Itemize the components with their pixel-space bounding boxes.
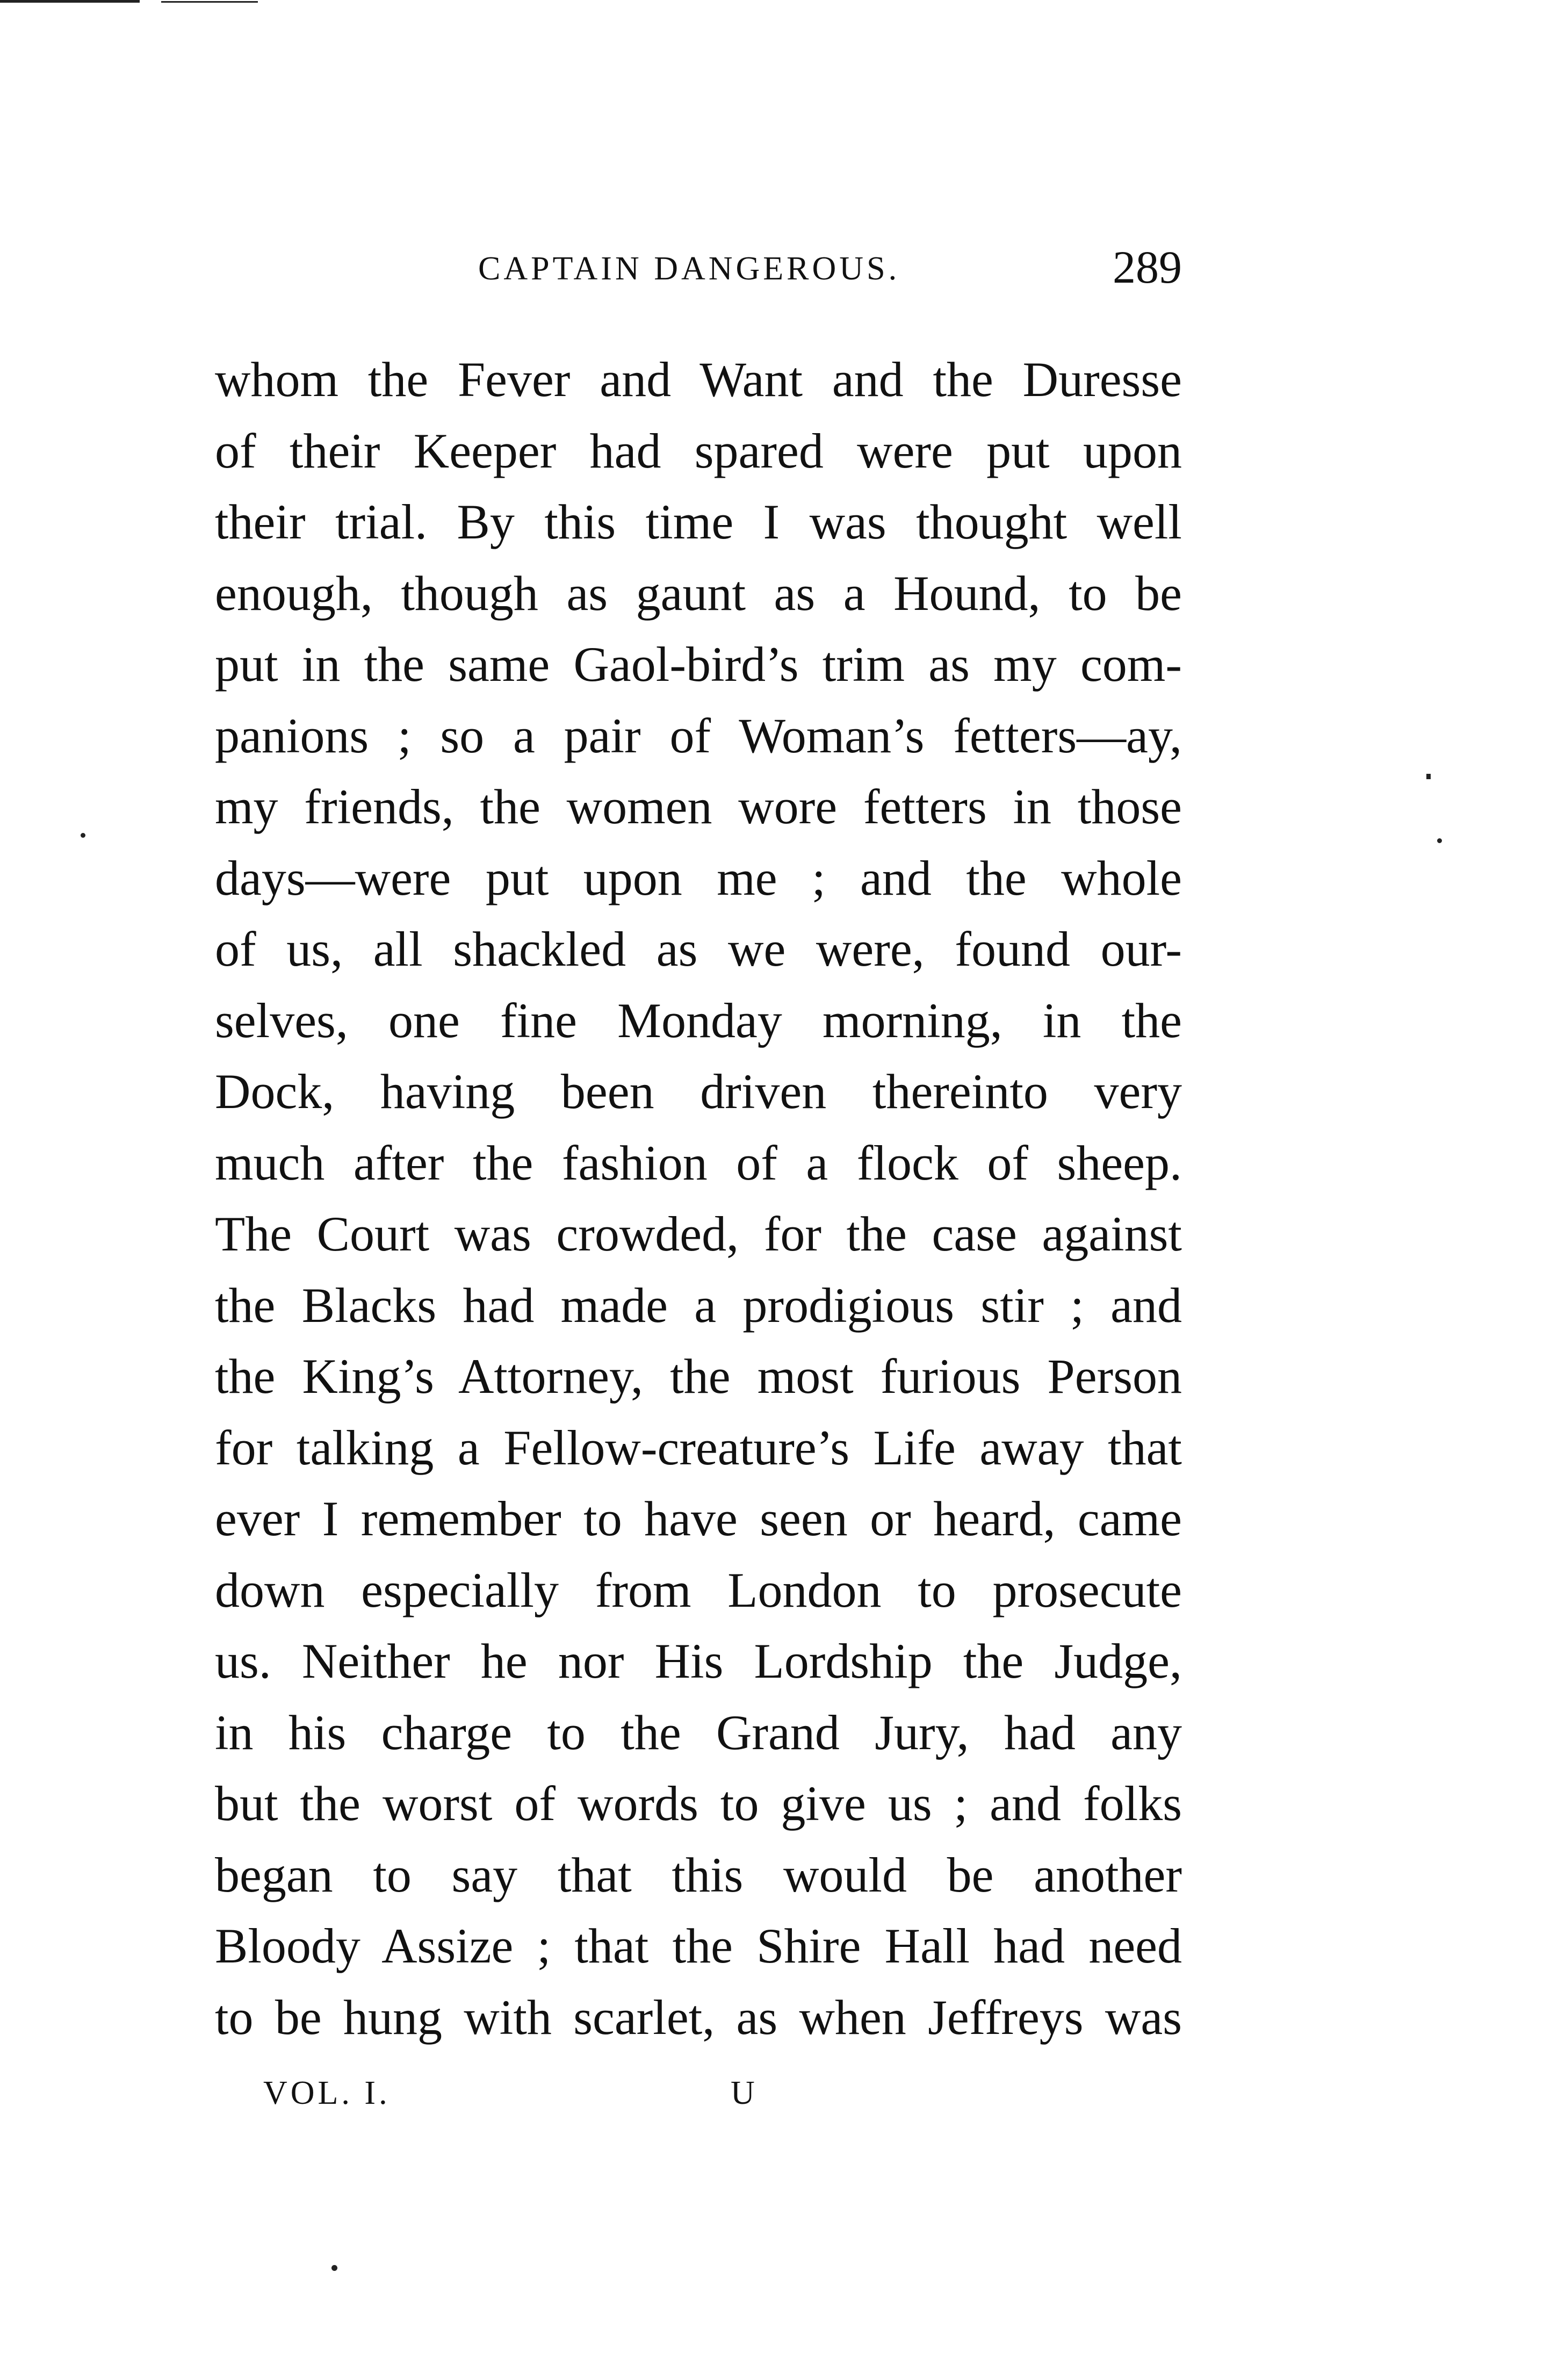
text-line: whom the Fever and Want and the Duresse bbox=[215, 352, 1182, 407]
text-line: to be hung with scarlet, as when Jeffreys was bbox=[215, 1989, 1182, 2045]
text-line: the King’s Attorney, the most furious Person bbox=[215, 1349, 1182, 1404]
scan-artifact-top-edge bbox=[0, 0, 140, 3]
text-line: but the worst of words to give us ; and folks bbox=[215, 1776, 1182, 1831]
page-footer bbox=[215, 2074, 1182, 2128]
text-line: selves, one fine Monday morning, in the bbox=[215, 993, 1182, 1048]
text-line: put in the same Gaol-bird’s trim as my com- bbox=[215, 637, 1182, 692]
scan-artifact-top-edge-fragment bbox=[161, 1, 258, 3]
text-line: panions ; so a pair of Woman’s fetters—ay, bbox=[215, 708, 1182, 763]
text-line: of us, all shackled as we were, found our- bbox=[215, 922, 1182, 976]
body-text bbox=[215, 344, 1182, 2053]
page-number: 289 bbox=[1113, 241, 1182, 293]
text-line: began to say that this would be another bbox=[215, 1847, 1182, 1902]
scan-speck bbox=[1426, 774, 1431, 779]
running-title: CAPTAIN DANGEROUS. bbox=[478, 250, 900, 287]
text-line: of their Keeper had spared were put upon bbox=[215, 423, 1182, 478]
text-line: the Blacks had made a prodigious stir ; and bbox=[215, 1277, 1182, 1333]
volume-mark: VOL. I. bbox=[263, 2075, 391, 2111]
signature-mark: U bbox=[731, 2075, 755, 2111]
scan-speck bbox=[1437, 838, 1442, 843]
text-line: in his charge to the Grand Jury, had any bbox=[215, 1705, 1182, 1760]
text-line: down especially from London to prosecute bbox=[215, 1562, 1182, 1617]
text-line: The Court was crowded, for the case against bbox=[215, 1206, 1182, 1261]
text-line: days—were put upon me ; and the whole bbox=[215, 850, 1182, 905]
page-header bbox=[215, 241, 1182, 304]
text-line: much after the fashion of a flock of sheep. bbox=[215, 1135, 1182, 1190]
text-line: us. Neither he nor His Lordship the Judge, bbox=[215, 1634, 1182, 1688]
text-line: Dock, having been driven thereinto very bbox=[215, 1064, 1182, 1119]
text-line: ever I remember to have seen or heard, came bbox=[215, 1491, 1182, 1546]
text-line: my friends, the women wore fetters in those bbox=[215, 779, 1182, 834]
scan-speck bbox=[331, 2265, 337, 2271]
text-line: Bloody Assize ; that the Shire Hall had need bbox=[215, 1918, 1182, 1973]
text-line: enough, though as gaunt as a Hound, to be bbox=[215, 565, 1182, 621]
scan-speck bbox=[81, 833, 85, 838]
text-line: their trial. By this time I was thought well bbox=[215, 494, 1182, 549]
text-line: for talking a Fellow-creature’s Life away that bbox=[215, 1420, 1182, 1475]
